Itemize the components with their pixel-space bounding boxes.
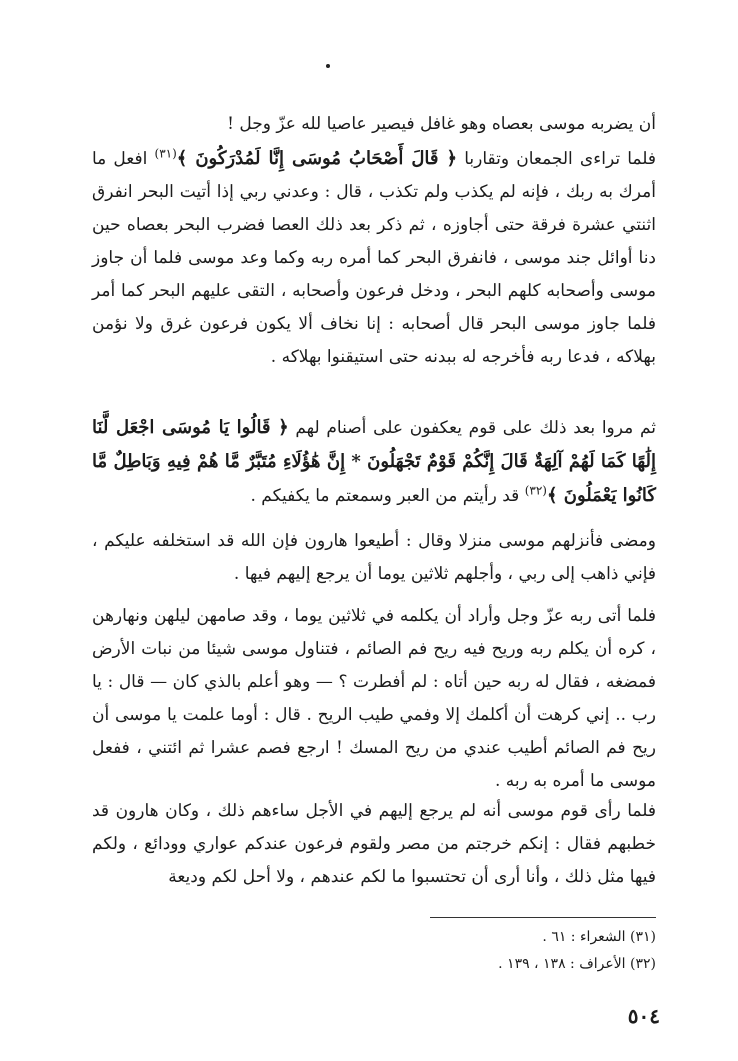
paragraph-6	[92, 795, 656, 894]
footnote-32: (٣٢) الأعراف : ١٣٨ ، ١٣٩ .	[498, 956, 656, 972]
top-dot-mark	[326, 64, 330, 68]
paragraph-text: فلما أتى ربه عزّ وجل وأراد أن يكلمه في ثلاثين يوما ، وقد صامهن ليلهن ونهارهن ، كره أن يكلم ربه وريح فيه ريح فم الصائم ، فتناول موسى شيئا من نبات الأرض فمضغه ، فقال له ربه حين أتاه : لم أفطرت ؟ — وهو أعلم بالذي كان — قال : يا رب .. إني كرهت أن أكلمك إلا وفمي طيب الريح . قال : أوما علمت يا موسى أن ريح فم الصائم أطيب عندي من ريح المسك ! ارجع فصم عشرا ثم ائتني ، ففعل موسى ما أمره به ربه .	[92, 606, 657, 791]
footnote-separator	[430, 917, 656, 918]
quran-verse: ﴿ قَالَ أَصْحَابُ مُوسَى إِنَّا لَمُدْرَكُونَ ﴾	[176, 148, 458, 169]
paragraph-text: ثم مروا بعد ذلك على قوم يعكفون على أصنام لهم	[288, 418, 656, 438]
paragraph-1	[92, 108, 656, 141]
paragraph-4	[92, 525, 656, 591]
paragraph-2	[92, 142, 656, 374]
paragraph-text: قد رأيتم من العبر وسمعتم ما يكفيكم .	[250, 486, 525, 506]
page-number: ٥٠٤	[627, 1004, 660, 1028]
paragraph-text: فلما تراءى الجمعان وتقاربا	[457, 149, 656, 169]
paragraph-5	[92, 600, 656, 798]
footnote-ref: (٣٢)	[524, 483, 547, 498]
paragraph-text: فلما رأى قوم موسى أنه لم يرجع إليهم في الأجل ساءهم ذلك ، وكان هارون قد خطبهم فقال : إنكم خرجتم من مصر ولقوم فرعون عندكم عواري وودائع ، ولكم فيها مثل ذلك ، وأنا أرى أن تحتسبوا ما لكم عندهم ، ولا أحل لكم وديعة	[92, 801, 656, 887]
paragraph-3	[92, 411, 656, 513]
quran-verse: ﴿ قَالُوا يَا مُوسَى اجْعَل لَّنَا إِلَٰهًا كَمَا لَهُمْ آلِهَةٌ قَالَ إِنَّكُمْ قَوْمٌ تَجْهَلُونَ * إِنَّ هَٰؤُلَاءِ مُتَبَّرٌ مَّا هُمْ فِيهِ وَبَاطِلٌ مَّا كَانُوا يَعْمَلُونَ ﴾	[92, 417, 656, 506]
paragraph-text: افعل ما أمرك به ربك ، فإنه لم يكذب ولم تكذب ، قال : وعدني ربي إذا أتيت البحر انفرق اثنتي عشرة فرقة حتى أجاوزه ، ثم ذكر بعد ذلك العصا فضرب البحر بعصاه حين دنا أوائل جند موسى ، فانفرق البحر كما أمره ربه وكما وعد موسى فلما أن جاوز موسى وأصحابه كلهم البحر ، ودخل فرعون وأصحابه ، التقى عليهم البحر كما أمر فلما جاوز موسى البحر قال أصحابه : إنا نخاف ألا يكون فرعون غرق ولا نؤمن بهلاكه ، فدعا ربه فأخرجه له ببدنه حتى استيقنوا بهلاكه .	[92, 149, 656, 367]
footnote-ref: (٣١)	[154, 146, 177, 161]
footnote-31: (٣١) الشعراء : ٦١ .	[542, 929, 656, 945]
paragraph-text: ومضى فأنزلهم موسى منزلا وقال : أطيعوا هارون فإن الله قد استخلفه عليكم ، فإني ذاهب إلى ربي ، وأجلهم ثلاثين يوما أن يرجع إليهم فيها .	[92, 531, 656, 584]
paragraph-text: أن يضربه موسى بعصاه وهو غافل فيصير عاصيا لله عزّ وجل !	[227, 114, 656, 134]
